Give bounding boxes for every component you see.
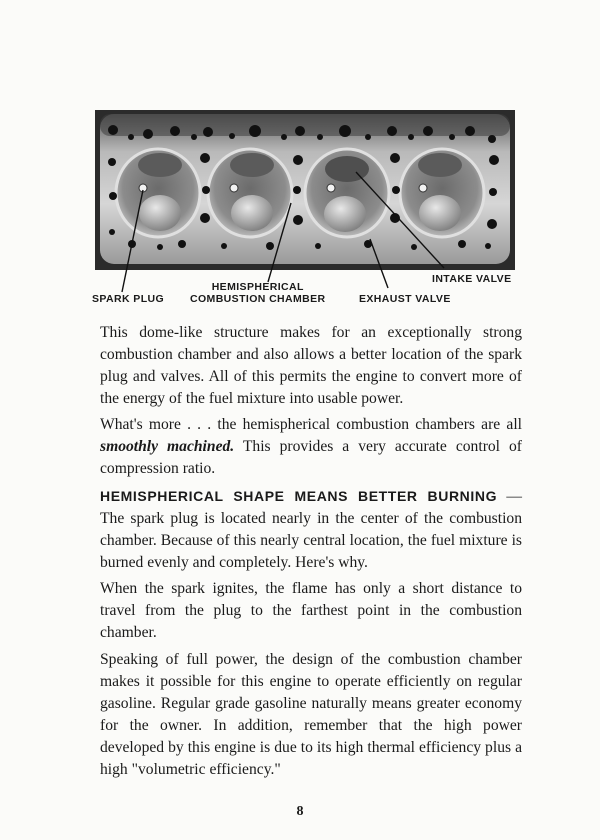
paragraph-4-block <box>100 578 522 656</box>
paragraph-3-block <box>100 485 522 586</box>
section-heading: HEMISPHERICAL SHAPE MEANS BETTER BURNING <box>100 488 498 504</box>
exhaust-valve-label: EXHAUST VALVE <box>359 293 451 305</box>
paragraph-2-block <box>100 414 522 492</box>
body-text <box>100 322 522 422</box>
hemispherical-label-line2: COMBUSTION CHAMBER <box>190 293 326 305</box>
paragraph-3 <box>100 485 522 574</box>
paragraph-1: This dome-like structure makes for an exceptionally strong combustion chamber and also allows a better location of the spark plug and valves. All of this permits the engine to convert more of the energy of the fuel mixture into usable power. <box>100 324 522 407</box>
paragraph-2-text-after: This provides a very accurate control of compression ratio. <box>100 438 522 477</box>
cylinder-head-photo <box>0 0 600 300</box>
paragraph-2-emphasis: smoothly machined. <box>100 438 235 455</box>
paragraph-5-block <box>100 649 522 793</box>
heading-dash: — <box>497 488 523 505</box>
paragraph-5: Speaking of full power, the design of the combustion chamber makes it possible for this engine to operate efficiently on regular gasoline. Regular grade gasoline naturally means greater economy for the owner. In addition, remember that the high power developed by this engine is due to its high thermal efficiency plus a high "volumetric efficiency." <box>100 651 522 778</box>
paragraph-2-text: What's more . . . the hemispherical combustion chambers are all <box>100 416 522 433</box>
paragraph-2 <box>100 414 522 480</box>
paragraph-4: When the spark ignites, the flame has only a short distance to travel from the plug to the farthest point in the combustion chamber. <box>100 580 522 641</box>
page-number: 8 <box>296 804 304 819</box>
paragraph-3-text: The spark plug is located nearly in the center of the combustion chamber. Because of this nearly central location, the fuel mixture is burned evenly and completely. Here's why. <box>100 510 522 571</box>
spark-plug-label: SPARK PLUG <box>92 293 165 305</box>
hemispherical-label <box>190 281 326 305</box>
hemispherical-label-line1: HEMISPHERICAL <box>211 281 304 293</box>
intake-valve-label: INTAKE VALVE <box>432 273 512 285</box>
